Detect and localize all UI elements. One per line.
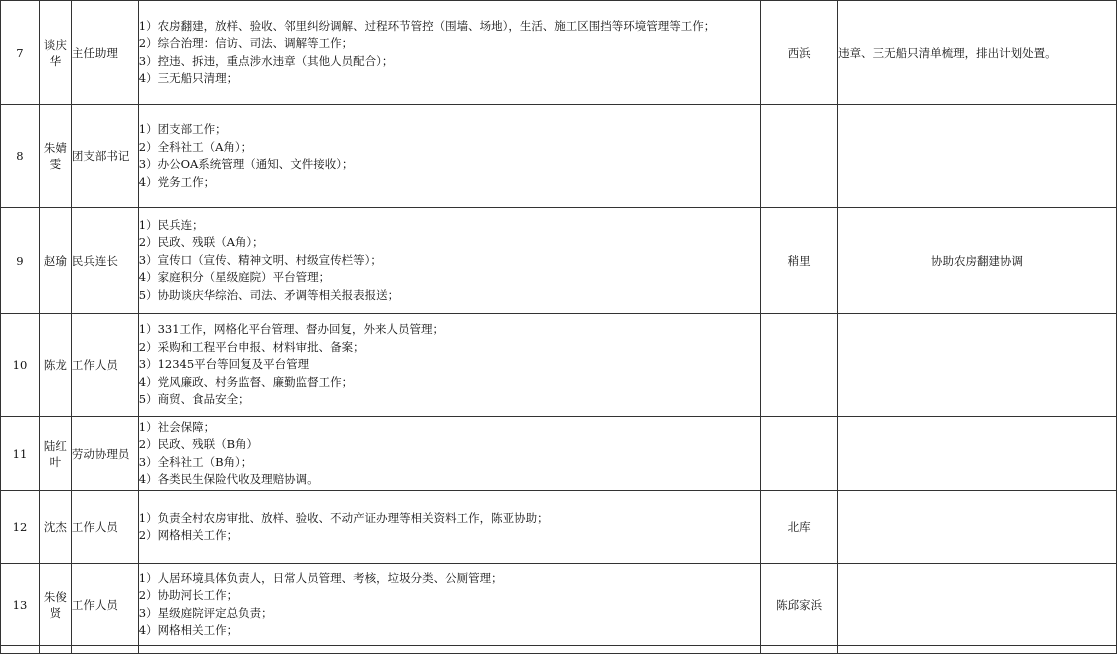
duty-line: 2）采购和工程平台申报、材料审批、备案； [138, 339, 365, 354]
person-name: 朱婧雯 [39, 105, 71, 208]
area-cell: 西浜 [761, 1, 838, 105]
row-number: 13 [1, 564, 40, 646]
row-number: 8 [1, 105, 40, 208]
empty-cell [138, 646, 761, 654]
duties-cell [138, 491, 761, 564]
person-name: 陈龙 [39, 314, 71, 417]
table-row [1, 1, 1117, 105]
area-cell: 陈邱家浜 [761, 564, 838, 646]
table-row [1, 491, 1117, 564]
table-row [1, 208, 1117, 314]
person-name: 赵瑜 [39, 208, 71, 314]
role-cell: 团支部书记 [71, 105, 138, 208]
role-cell: 工作人员 [71, 491, 138, 564]
duties-cell [138, 105, 761, 208]
row-number: 11 [1, 417, 40, 491]
duty-line: 1）团支部工作； [138, 122, 227, 136]
duty-line: 3）办公OA系统管理（通知、文件接收）； [138, 157, 354, 171]
duty-line: 3）宣传口（宣传、精神文明、村级宣传栏等）； [138, 252, 382, 267]
duty-line: 5）协助谈庆华综治、司法、矛调等相关报表报送； [138, 287, 400, 302]
area-cell [761, 314, 838, 417]
duty-line: 5）商贸、食品安全； [138, 392, 250, 407]
duty-line: 2）网格相关工作； [138, 528, 239, 542]
area-cell: 稍里 [761, 208, 838, 314]
duties-cell [138, 417, 761, 491]
person-name: 沈杰 [39, 491, 71, 564]
table-row [1, 417, 1117, 491]
duty-line: 1）民兵连； [138, 217, 204, 232]
empty-cell [1, 646, 40, 654]
duty-line: 4）党务工作； [138, 174, 216, 189]
role-cell: 工作人员 [71, 314, 138, 417]
person-name: 朱俊贤 [39, 564, 71, 646]
duty-line: 1）社会保障； [138, 419, 216, 434]
table-row [1, 105, 1117, 208]
duty-line: 1）331工作，网格化平台管理、督办回复，外来人员管理； [138, 322, 445, 337]
remark-cell [838, 105, 1117, 208]
empty-cell [39, 646, 71, 654]
duty-line: 1）农房翻建，放样、验收、邻里纠纷调解、过程环节管控（围墙、场地），生活、施工区围挡等环境管理等工作； [138, 18, 716, 33]
area-cell: 北库 [761, 491, 838, 564]
row-number: 9 [1, 208, 40, 314]
duty-line: 4）各类民生保险代收及理赔协调。 [138, 472, 319, 486]
duty-line: 4）网格相关工作； [138, 623, 239, 637]
duties-cell [138, 564, 761, 646]
duties-cell [138, 208, 761, 314]
role-cell: 工作人员 [71, 564, 138, 646]
empty-cell [838, 646, 1117, 654]
empty-cell [71, 646, 138, 654]
person-name: 谈庆华 [39, 1, 71, 105]
duty-line: 4）家庭积分（星级庭院）平台管理； [138, 270, 331, 285]
duty-line: 1）负责全村农房审批、放样、验收、不动产证办理等相关资料工作，陈亚协助； [138, 510, 549, 525]
remark-cell [838, 417, 1117, 491]
duty-line: 4）三无船只清理； [138, 71, 239, 85]
person-name: 陆红叶 [39, 417, 71, 491]
remark-cell: 协助农房翻建协调 [838, 208, 1117, 314]
duty-line: 3）星级庭院评定总负责； [138, 605, 273, 620]
row-number: 7 [1, 1, 40, 105]
duties-cell [138, 1, 761, 105]
duty-line: 2）全科社工（A角）； [138, 139, 253, 154]
duty-line: 2）民政、残联（B角） [138, 437, 259, 451]
duty-line: 3）全科社工（B角）； [138, 454, 253, 469]
row-number: 12 [1, 491, 40, 564]
duty-line: 3）12345平台等回复及平台管理 [138, 357, 310, 372]
remark-cell [838, 314, 1117, 417]
duty-line: 2）民政、残联（A角）； [138, 235, 264, 250]
area-cell [761, 105, 838, 208]
duty-line: 4）党风廉政、村务监督、廉勤监督工作； [138, 374, 354, 389]
duty-line: 2）协助河长工作； [138, 588, 239, 602]
duties-cell [138, 314, 761, 417]
area-cell [761, 417, 838, 491]
duty-line: 1）人居环境具体负责人，日常人员管理、考核，垃圾分类、公厕管理； [138, 570, 503, 585]
role-cell: 主任助理 [71, 1, 138, 105]
empty-cell [761, 646, 838, 654]
table-row [1, 314, 1117, 417]
remark-cell [838, 564, 1117, 646]
role-cell: 民兵连长 [71, 208, 138, 314]
remark-cell: 违章、三无船只清单梳理，排出计划处置。 [838, 1, 1117, 105]
role-cell: 劳动协理员 [71, 417, 138, 491]
duty-line: 3）控违、拆违，重点涉水违章（其他人员配合）； [138, 53, 394, 68]
table-row [1, 646, 1117, 654]
duty-line: 2）综合治理：信访、司法、调解等工作； [138, 36, 354, 50]
row-number: 10 [1, 314, 40, 417]
remark-cell [838, 491, 1117, 564]
table-row [1, 564, 1117, 646]
